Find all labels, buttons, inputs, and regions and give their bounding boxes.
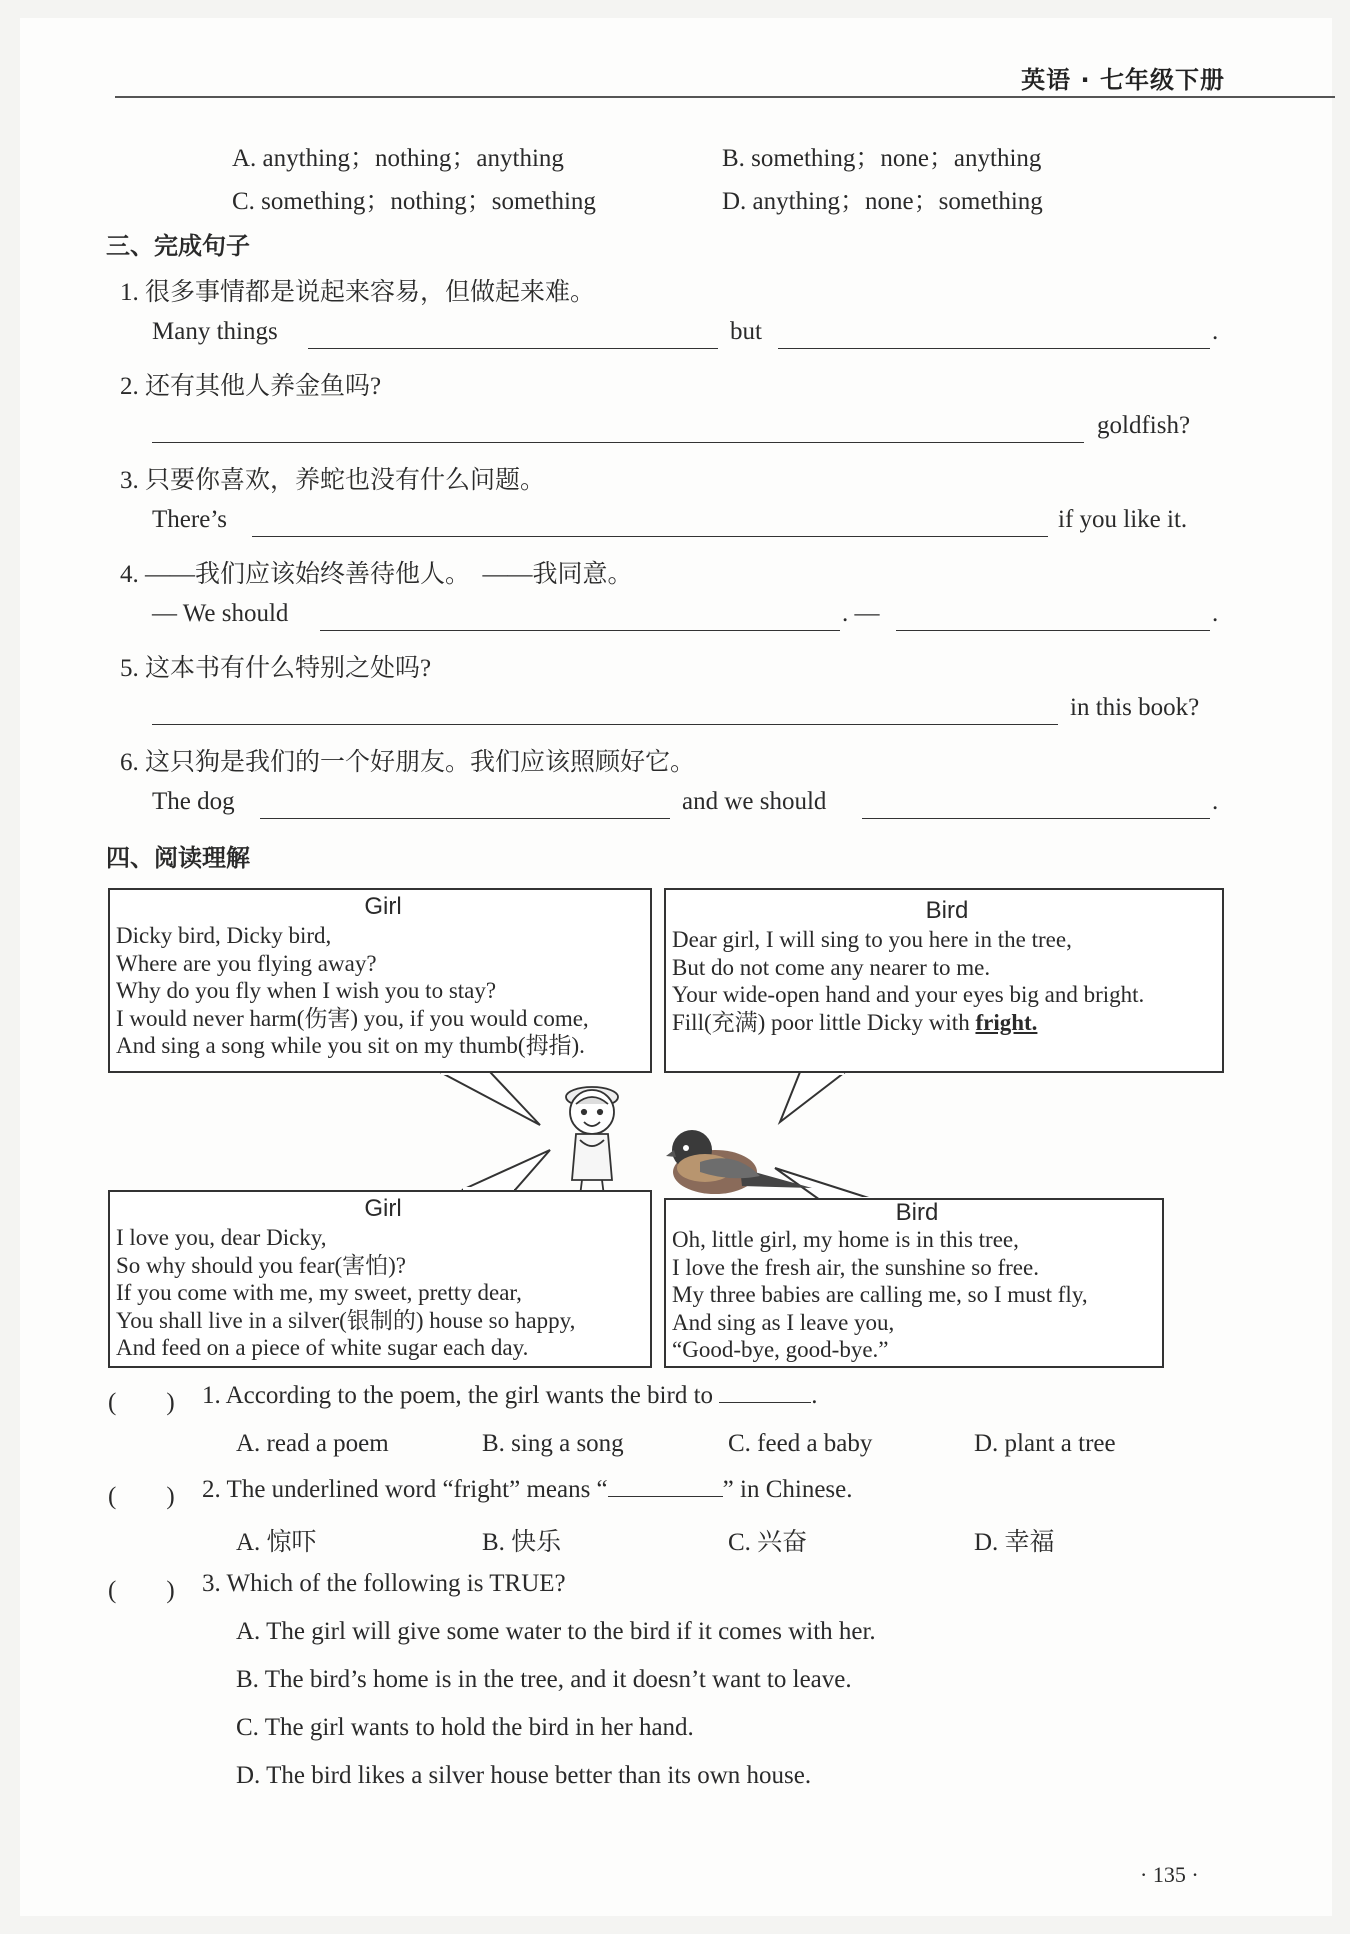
q6-start: The dog (152, 788, 235, 815)
q4-start: — We should (152, 600, 289, 627)
q1-start: Many things (152, 318, 278, 345)
reading-q3-option-d[interactable]: D. The bird likes a silver house better than its own house. (236, 1762, 812, 1789)
q1-end: . (1212, 318, 1219, 345)
reading-q1-option-c[interactable]: C. feed a baby (728, 1430, 873, 1457)
reading-q2-option-c[interactable]: C. 兴奋 (728, 1529, 808, 1556)
q4-chinese: 4. ——我们应该始终善待他人。 ——我同意。 (120, 561, 633, 588)
bird-verse-2-line: My three babies are calling me, so I must fly, (672, 1282, 1088, 1307)
q1-mid: but (730, 318, 762, 345)
reading-q2-blank[interactable] (608, 1476, 723, 1497)
girl1-bubble-tail (440, 1072, 540, 1125)
reading-q1-stem (202, 1382, 818, 1410)
prev-option-b: B. something；none；anything (722, 145, 1042, 172)
girl-verse-1-line: Why do you fly when I wish you to stay? (116, 978, 497, 1003)
bird-figure (666, 1130, 812, 1194)
q3-end: if you like it. (1058, 506, 1188, 533)
reading-q1-stem-b: . (811, 1382, 818, 1409)
q2-end: goldfish? (1097, 412, 1191, 439)
prev-option-d: D. anything；none；something (722, 188, 1043, 215)
q3-start: There’s (152, 506, 227, 533)
section4-title: 四、阅读理解 (106, 844, 250, 872)
reading-q2-stem-b: ” in Chinese. (722, 1476, 853, 1503)
bird-verse-1-line: Fill(充满) poor little Dicky with (672, 1009, 970, 1035)
bird-verse-1 (664, 888, 1224, 1073)
reading-q3-option-b[interactable]: B. The bird’s home is in the tree, and it doesn’t want to leave. (236, 1666, 852, 1693)
girl-verse-1-speaker: Girl (364, 893, 402, 920)
bird-verse-1-speaker: Bird (925, 897, 969, 924)
reading-q2-option-b[interactable]: B. 快乐 (482, 1529, 562, 1556)
girl-verse-2 (108, 1190, 652, 1368)
girl-verse-1-line: I would never harm(伤害) you, if you would come, (116, 1005, 589, 1031)
reading-q1-stem-a: 1. According to the poem, the girl wants the bird to (202, 1382, 714, 1409)
reading-q2-option-d[interactable]: D. 幸福 (974, 1529, 1055, 1556)
answer-paren-1[interactable]: ( ) (108, 1389, 175, 1416)
prev-option-c: C. something；nothing；something (232, 188, 596, 215)
girl-verse-1-line: Dicky bird, Dicky bird, (116, 923, 332, 948)
reading-q2-stem-a: 2. The underlined word “fright” means “ (202, 1476, 608, 1503)
reading-q1-option-a[interactable]: A. read a poem (236, 1430, 389, 1457)
bird-verse-2-speaker: Bird (895, 1199, 939, 1226)
bird-verse-2 (664, 1198, 1164, 1368)
section3-title: 三、完成句子 (106, 232, 250, 260)
reading-q1-option-b[interactable]: B. sing a song (482, 1430, 624, 1457)
girl-verse-1 (108, 888, 652, 1073)
bird-verse-1-line: Your wide-open hand and your eyes big and bright. (672, 982, 1145, 1007)
bird-verse-2-line: “Good-bye, good-bye.” (672, 1337, 889, 1362)
q5-end: in this book? (1070, 694, 1200, 721)
girl-verse-2-line: And feed on a piece of white sugar each day. (116, 1335, 529, 1360)
bird-verse-1-line-4 (672, 1009, 1222, 1037)
q6-mid: and we should (682, 788, 827, 815)
reading-q1-option-d[interactable]: D. plant a tree (974, 1430, 1116, 1457)
girl2-bubble-tail (462, 1150, 550, 1190)
girl-verse-2-line: I love you, dear Dicky, (116, 1225, 327, 1250)
girl-verse-1-line: Where are you flying away? (116, 950, 377, 976)
bird-verse-2-line: And sing as I leave you, (672, 1309, 895, 1335)
reading-q1-blank[interactable] (719, 1382, 811, 1403)
underlined-word-fright: fright. (975, 1009, 1038, 1035)
q4-end: . (1212, 600, 1219, 627)
answer-paren-2[interactable]: ( ) (108, 1483, 175, 1510)
girl-verse-1-line: And sing a song while you sit on my thumb(拇指). (116, 1033, 585, 1058)
q5-chinese: 5. 这本书有什么特别之处吗? (120, 655, 432, 682)
reading-q3-option-c[interactable]: C. The girl wants to hold the bird in her hand. (236, 1714, 694, 1741)
reading-q3-stem: 3. Which of the following is TRUE? (202, 1570, 566, 1597)
bird-verse-1-line: Dear girl, I will sing to you here in the tree, (672, 927, 1072, 952)
reading-q2-stem (202, 1476, 853, 1504)
q4-mid: . — (842, 600, 880, 627)
reading-q2-option-a[interactable]: A. 惊吓 (236, 1529, 317, 1556)
girl-verse-2-line: So why should you fear(害怕)? (116, 1252, 407, 1278)
girl-verse-2-line: If you come with me, my sweet, pretty dear, (116, 1280, 522, 1305)
book-title: 英语 · 七年级下册 (1021, 66, 1225, 94)
girl-verse-2-speaker: Girl (364, 1195, 402, 1222)
reading-q3-option-a[interactable]: A. The girl will give some water to the bird if it comes with her. (236, 1618, 876, 1645)
prev-option-a: A. anything；nothing；anything (232, 145, 564, 172)
q1-chinese: 1. 很多事情都是说起来容易，但做起来难。 (120, 279, 596, 306)
q3-chinese: 3. 只要你喜欢，养蛇也没有什么问题。 (120, 467, 546, 494)
answer-paren-3[interactable]: ( ) (108, 1577, 175, 1604)
bird-verse-1-line: But do not come any nearer to me. (672, 954, 991, 980)
page-number: · 135 · (1140, 1862, 1199, 1887)
bird1-bubble-tail (780, 1072, 845, 1122)
girl-verse-2-line: You shall live in a silver(银制的) house so happy, (116, 1307, 576, 1333)
bird-verse-2-line: I love the fresh air, the sunshine so free. (672, 1254, 1039, 1280)
q2-chinese: 2. 还有其他人养金鱼吗? (120, 373, 382, 400)
q6-end: . (1212, 788, 1219, 815)
q6-chinese: 6. 这只狗是我们的一个好朋友。我们应该照顾好它。 (120, 749, 696, 776)
bird-verse-2-line: Oh, little girl, my home is in this tree, (672, 1227, 1019, 1252)
